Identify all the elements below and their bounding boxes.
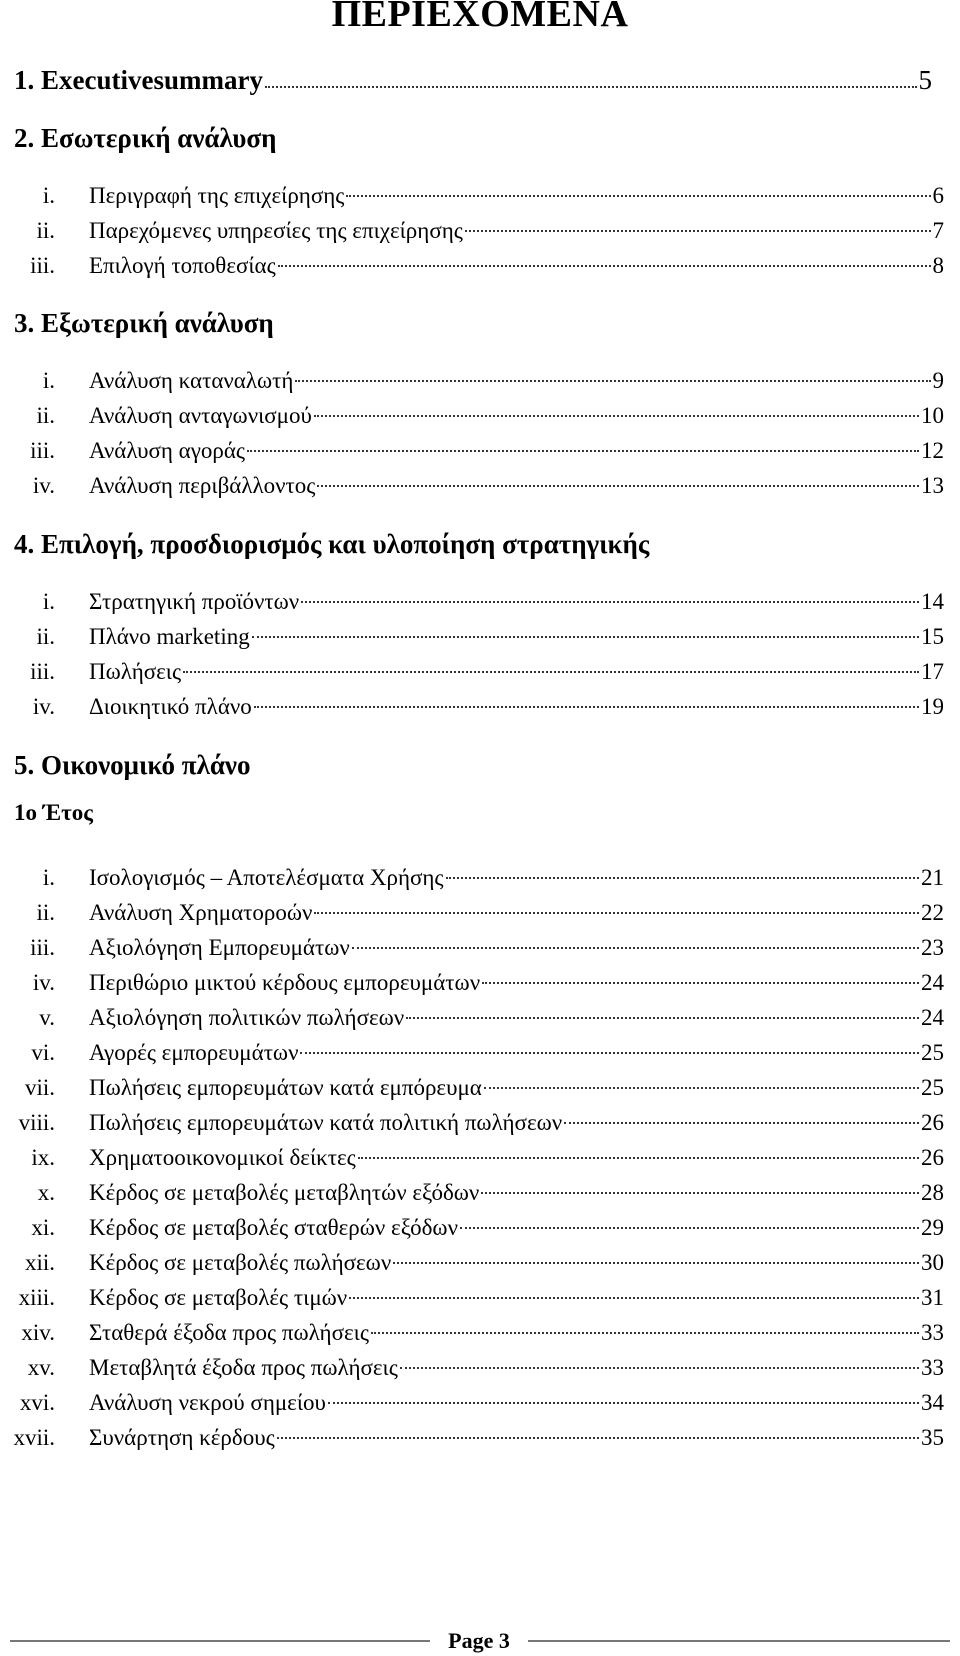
- toc-entry[interactable]: [0, 584, 944, 619]
- leader-dots: [278, 265, 931, 267]
- toc-section-2[interactable]: [14, 118, 276, 158]
- toc-page-number: 24: [921, 970, 944, 995]
- toc-entry-number: xv.: [27, 1355, 55, 1380]
- toc-entry-number: xi.: [31, 1215, 55, 1240]
- toc-entry-number: vi.: [31, 1040, 55, 1065]
- toc-page-number: 25: [921, 1075, 944, 1100]
- toc-entry[interactable]: [0, 930, 944, 965]
- toc-section-label: 2. Εσωτερική ανάλυση: [14, 123, 277, 153]
- toc-entry-number: iii.: [30, 935, 55, 960]
- toc-section-4[interactable]: [14, 524, 649, 564]
- toc-entry-number: ii.: [36, 218, 55, 243]
- toc-section-5[interactable]: [14, 745, 250, 785]
- toc-page-number: 7: [932, 218, 944, 243]
- leader-dots: [300, 1052, 919, 1054]
- leader-dots: [358, 1157, 919, 1159]
- leader-dots: [183, 671, 919, 673]
- toc-entry-title: Περιγραφή της επιχείρησης: [89, 183, 345, 208]
- toc-section-label: 3. Εξωτερική ανάλυση: [14, 308, 274, 338]
- toc-page-number: 19: [921, 694, 944, 719]
- toc-entry[interactable]: [0, 1175, 944, 1210]
- toc-entry-title: Ανάλυση νεκρού σημείου: [89, 1390, 326, 1415]
- leader-dots: [481, 1192, 919, 1194]
- toc-entry-title: Συνάρτηση κέρδους: [89, 1425, 275, 1450]
- toc-page-number: 35: [921, 1425, 944, 1450]
- toc-entry-number: ii.: [36, 624, 55, 649]
- leader-dots: [295, 380, 930, 382]
- toc-entry[interactable]: [0, 1000, 944, 1035]
- toc-entry-title: Κέρδος σε μεταβολές τιμών: [89, 1285, 348, 1310]
- toc-entry[interactable]: [0, 689, 944, 724]
- toc-entry-title: Περιθώριο μικτού κέρδους εμπορευμάτων: [89, 970, 481, 995]
- toc-page-number: 15: [921, 624, 944, 649]
- toc-page-number: 14: [921, 589, 944, 614]
- page-number: Page 3: [448, 1628, 510, 1653]
- toc-page-number: 26: [921, 1145, 944, 1170]
- toc-entry-title: Κέρδος σε μεταβολές μεταβλητών εξόδων: [89, 1180, 480, 1205]
- toc-entry[interactable]: [0, 1140, 944, 1175]
- toc-entry-number: ii.: [36, 403, 55, 428]
- toc-entry-number: xiv.: [21, 1320, 55, 1345]
- toc-entry-title: Ανάλυση περιβάλλοντος: [89, 473, 316, 498]
- toc-page-number: 6: [932, 183, 944, 208]
- toc-entry[interactable]: [0, 178, 944, 213]
- leader-dots: [406, 1017, 919, 1019]
- toc-entry-title: Ανάλυση Χρηματοροών: [89, 900, 313, 925]
- toc-entry[interactable]: [0, 654, 944, 689]
- leader-dots: [460, 1227, 919, 1229]
- leader-dots: [564, 1122, 919, 1124]
- toc-entry-title: Πωλήσεις: [89, 659, 182, 684]
- toc-entry[interactable]: [0, 1210, 944, 1245]
- toc-entry-number: i.: [42, 589, 55, 614]
- toc-page-number: 9: [932, 368, 944, 393]
- toc-entry-title: Πωλήσεις εμπορευμάτων κατά πολιτική πωλήσεων: [89, 1110, 563, 1135]
- toc-entry-title: Αξιολόγηση Εμπορευμάτων: [89, 935, 350, 960]
- toc-entry-number: i.: [42, 368, 55, 393]
- toc-page-number: 33: [921, 1320, 944, 1345]
- page-title: ΠΕΡΙΕΧΟΜΕΝΑ: [331, 0, 629, 35]
- page-footer: [0, 1626, 960, 1656]
- toc-page-number: 30: [921, 1250, 944, 1275]
- toc-entry-number: iv.: [32, 970, 55, 995]
- toc-entry[interactable]: [0, 398, 944, 433]
- leader-dots: [328, 1402, 919, 1404]
- toc-entry-title: Αξιολόγηση πολιτικών πωλήσεων: [89, 1005, 405, 1030]
- toc-page-number: 22: [921, 900, 944, 925]
- leader-dots: [314, 415, 919, 417]
- toc-page-number: 13: [921, 473, 944, 498]
- toc-section-label: 1. Executivesummary: [14, 65, 263, 95]
- toc-entry[interactable]: [0, 433, 944, 468]
- leader-dots: [247, 450, 919, 452]
- toc-entry-title: Χρηματοοικονομικοί δείκτες: [89, 1145, 356, 1170]
- footer-rule-right: [528, 1640, 950, 1642]
- toc-page-number: 8: [932, 253, 944, 278]
- toc-entry-number: v.: [39, 1005, 55, 1030]
- toc-section-label: 4. Επιλογή, προσδιορισμός και υλοποίηση στρατηγικής: [14, 529, 650, 559]
- toc-entry-number: iii.: [30, 659, 55, 684]
- leader-dots: [252, 636, 919, 638]
- toc-entry[interactable]: [0, 468, 944, 503]
- toc-entry[interactable]: [0, 1105, 944, 1140]
- toc-entry-number: x.: [37, 1180, 55, 1205]
- toc-entry-number: xvii.: [13, 1425, 55, 1450]
- leader-dots: [346, 195, 930, 197]
- toc-page-number: 26: [921, 1110, 944, 1135]
- toc-entry[interactable]: [0, 1315, 944, 1350]
- toc-page-number: 28: [921, 1180, 944, 1205]
- leader-dots: [352, 947, 919, 949]
- toc-page-number: 34: [921, 1390, 944, 1415]
- toc-entry-number: iii.: [30, 438, 55, 463]
- toc-entry-title: Πωλήσεις εμπορευμάτων κατά εμπόρευμα: [89, 1075, 482, 1100]
- toc-page-number: 12: [921, 438, 944, 463]
- toc-entry-title: Στρατηγική προϊόντων: [89, 589, 300, 614]
- toc-entry[interactable]: [0, 1035, 944, 1070]
- toc-entry-number: i.: [42, 183, 55, 208]
- leader-dots: [277, 1437, 919, 1439]
- toc-entry-number: i.: [42, 865, 55, 890]
- toc-entry[interactable]: [0, 860, 944, 895]
- toc-entry[interactable]: [0, 248, 944, 283]
- toc-page-number: 33: [921, 1355, 944, 1380]
- toc-page-number: 29: [921, 1215, 944, 1240]
- toc-section-1[interactable]: [14, 60, 932, 100]
- footer-rule-left: [10, 1640, 430, 1642]
- toc-entry-title: Ανάλυση αγοράς: [89, 438, 246, 463]
- toc-entry[interactable]: [0, 363, 944, 398]
- toc-entry[interactable]: [0, 895, 944, 930]
- toc-entry-title: Αγορές εμπορευμάτων: [89, 1040, 299, 1065]
- leader-dots: [371, 1332, 919, 1334]
- toc-entry-number: ix.: [31, 1145, 55, 1170]
- leader-dots: [484, 1087, 919, 1089]
- toc-entry-number: vii.: [24, 1075, 55, 1100]
- toc-page-number: 17: [921, 659, 944, 684]
- toc-entry-title: Διοικητικό πλάνο: [89, 694, 252, 719]
- toc-entry-title: Κέρδος σε μεταβολές πωλήσεων: [89, 1250, 392, 1275]
- leader-dots: [314, 912, 919, 914]
- leader-dots: [400, 1367, 919, 1369]
- leader-dots: [317, 485, 919, 487]
- toc-entry-title: Παρεχόμενες υπηρεσίες της επιχείρησης: [89, 218, 463, 243]
- toc-page-number: 31: [921, 1285, 944, 1310]
- toc-entry-title: Μεταβλητά έξοδα προς πωλήσεις: [89, 1355, 398, 1380]
- toc-entry-number: iii.: [30, 253, 55, 278]
- toc-entry-title: Ισολογισμός – Αποτελέσματα Χρήσης: [89, 865, 444, 890]
- leader-dots: [482, 982, 919, 984]
- leader-dots: [301, 601, 919, 603]
- toc-entry-title: Ανάλυση καταναλωτή: [89, 368, 294, 393]
- toc-entry[interactable]: [0, 213, 944, 248]
- toc-entry-number: viii.: [18, 1110, 55, 1135]
- toc-entry-title: Ανάλυση ανταγωνισμού: [89, 403, 312, 428]
- toc-page-number: 21: [921, 865, 944, 890]
- toc-page-number: 5: [918, 65, 932, 95]
- toc-entry-number: iv.: [32, 694, 55, 719]
- toc-entry[interactable]: [0, 1280, 944, 1315]
- toc-page-number: 24: [921, 1005, 944, 1030]
- toc-entry[interactable]: [0, 1420, 944, 1455]
- toc-entry[interactable]: [0, 1350, 944, 1385]
- leader-dots: [349, 1297, 919, 1299]
- toc-entry-number: xiii.: [18, 1285, 55, 1310]
- toc-entry[interactable]: [0, 965, 944, 1000]
- leader-dots: [393, 1262, 919, 1264]
- toc-entry-title: Κέρδος σε μεταβολές σταθερών εξόδων: [89, 1215, 458, 1240]
- toc-page-number: 23: [921, 935, 944, 960]
- toc-entry-title: Σταθερά έξοδα προς πωλήσεις: [89, 1320, 369, 1345]
- leader-dots: [254, 706, 919, 708]
- toc-entry[interactable]: [0, 619, 944, 654]
- toc-section-3[interactable]: [14, 303, 274, 343]
- toc-page-number: 25: [921, 1040, 944, 1065]
- toc-entry[interactable]: [0, 1070, 944, 1105]
- toc-entry-number: xvi.: [19, 1390, 55, 1415]
- toc-page-number: 10: [921, 403, 944, 428]
- toc-entry-number: xii.: [24, 1250, 55, 1275]
- toc-entry-title: Επιλογή τοποθεσίας: [89, 253, 276, 278]
- toc-section-label: 5. Οικονομικό πλάνο: [14, 750, 251, 780]
- toc-subheading: 1ο Έτος: [14, 800, 93, 825]
- toc-entry-title: Πλάνο marketing: [89, 624, 250, 649]
- leader-dots: [446, 877, 919, 879]
- leader-dots: [265, 60, 917, 88]
- toc-entry-number: ii.: [36, 900, 55, 925]
- toc-entry-number: iv.: [32, 473, 55, 498]
- leader-dots: [465, 230, 931, 232]
- toc-entry[interactable]: [0, 1245, 944, 1280]
- toc-entry[interactable]: [0, 1385, 944, 1420]
